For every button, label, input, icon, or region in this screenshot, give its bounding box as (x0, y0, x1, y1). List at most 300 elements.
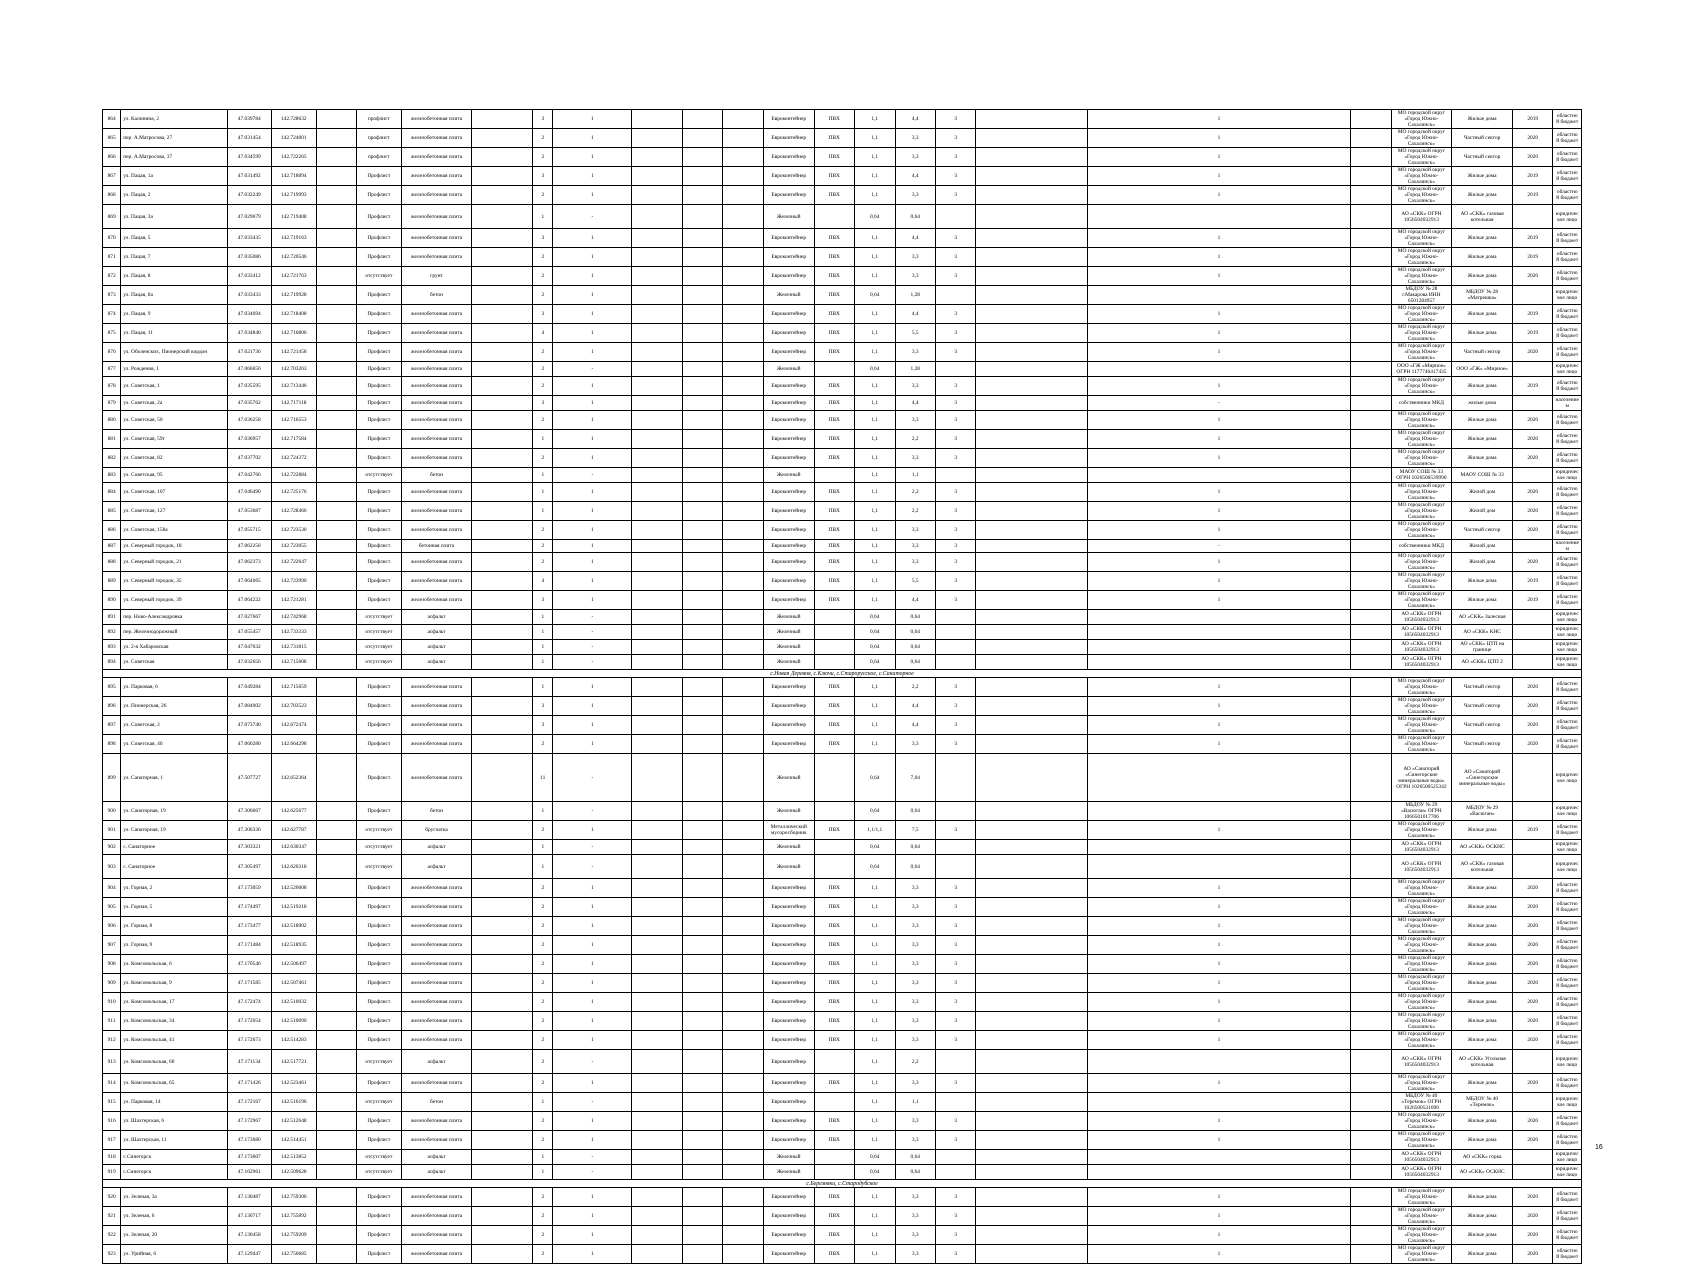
blank-cell (976, 754, 1087, 802)
row-number: 885 (103, 502, 121, 521)
owner-type-cell: Профлист (357, 186, 402, 205)
blank-cell (472, 411, 533, 430)
latitude-cell: 47.031492 (227, 167, 272, 186)
year-cell: Частный сектор (1452, 129, 1513, 148)
container-type-cell (682, 521, 722, 540)
container-type-cell (682, 821, 722, 840)
containers-count-cell: 1 (533, 1093, 553, 1112)
blank-cell (723, 248, 763, 267)
flag-cell: - (553, 802, 632, 821)
owner-type-cell: Профлист (357, 1074, 402, 1093)
blank-cell (723, 802, 763, 821)
blank-cell (1351, 936, 1391, 955)
flag-cell: - (553, 205, 632, 229)
count-a-cell: 3,3 (895, 974, 935, 993)
row-number: 869 (103, 205, 121, 229)
blank-cell (316, 411, 356, 430)
operator-cell (1087, 610, 1350, 625)
blank-cell (723, 1188, 763, 1207)
longitude-cell: 142.506497 (272, 955, 317, 974)
blank-cell (1351, 110, 1391, 129)
blank-cell (472, 936, 533, 955)
blank-cell (316, 1226, 356, 1245)
blank-cell (1351, 1112, 1391, 1131)
count-a-cell: 3,3 (895, 521, 935, 540)
volume-cell (814, 655, 854, 670)
flag-cell: - (553, 754, 632, 802)
table-row (103, 396, 1582, 411)
blank-cell (632, 821, 683, 840)
material-cell: Евроконтейнер (763, 540, 814, 553)
sector-cell: МО городской округ «Город Южно-Сахалинск» (1391, 1207, 1452, 1226)
longitude-cell: 142.718894 (272, 167, 317, 186)
sector-cell: АО «СКК» ОГРН 1056504032913 (1391, 205, 1452, 229)
blank-cell (976, 411, 1087, 430)
table-row (103, 148, 1582, 167)
longitude-cell: 142.625677 (272, 802, 317, 821)
year-cell: АО «СКК» ЦТП на границе (1452, 640, 1513, 655)
latitude-cell: 47.021736 (227, 343, 272, 362)
blank-cell (472, 430, 533, 449)
surface-cell: железобетонная плита (401, 936, 472, 955)
total-volume-cell: 0,64 (855, 802, 895, 821)
table-row (103, 1112, 1582, 1131)
table-row (103, 205, 1582, 229)
sector-cell: МО городской округ «Город Южно-Сахалинск» (1391, 186, 1452, 205)
flag-cell: 1 (553, 110, 632, 129)
blank-cell (723, 1165, 763, 1180)
surface-cell: железобетонная плита (401, 1188, 472, 1207)
row-number: 905 (103, 898, 121, 917)
surface-cell: железобетонная плита (401, 483, 472, 502)
count-a-cell: 3,3 (895, 377, 935, 396)
sector-cell: МО городской округ «Город Южно-Сахалинск» (1391, 324, 1452, 343)
count-b-cell: 3 (936, 879, 976, 898)
blank-cell (316, 936, 356, 955)
blank-cell (1351, 754, 1391, 802)
table-row (103, 1093, 1582, 1112)
blank-cell (632, 1207, 683, 1226)
material-cell: Евроконтейнер (763, 936, 814, 955)
funding-cell: 2020 (1512, 411, 1552, 430)
volume-cell: ПВХ (814, 229, 854, 248)
blank-cell (632, 248, 683, 267)
longitude-cell: 142.719163 (272, 229, 317, 248)
count-b-cell: 3 (936, 305, 976, 324)
operator-cell: 1 (1087, 129, 1350, 148)
operator-cell: 1 (1087, 1074, 1350, 1093)
container-type-cell (682, 167, 722, 186)
total-volume-cell: 1,1 (855, 468, 895, 483)
volume-cell: ПВХ (814, 248, 854, 267)
blank-cell (632, 1112, 683, 1131)
containers-count-cell: 3 (533, 396, 553, 411)
total-volume-cell: 1,1 (855, 1112, 895, 1131)
material-cell: Евроконтейнер (763, 1012, 814, 1031)
blank-cell (632, 129, 683, 148)
count-b-cell (936, 205, 976, 229)
latitude-cell: 47.035086 (227, 248, 272, 267)
longitude-cell: 142.723055 (272, 540, 317, 553)
blank-cell (316, 697, 356, 716)
operator-cell: 1 (1087, 1031, 1350, 1050)
blank-cell (316, 305, 356, 324)
surface-cell: железобетонная плита (401, 229, 472, 248)
table-row (103, 1050, 1582, 1074)
table-row (103, 572, 1582, 591)
containers-count-cell: 3 (533, 305, 553, 324)
count-a-cell: 3,3 (895, 1245, 935, 1264)
volume-cell: ПВХ (814, 716, 854, 735)
blank-cell: областной бюджет (1553, 129, 1582, 148)
row-number: 915 (103, 1093, 121, 1112)
surface-cell: железобетонная плита (401, 1131, 472, 1150)
blank-cell (316, 129, 356, 148)
volume-cell: ПВХ (814, 821, 854, 840)
blank-cell (976, 1012, 1087, 1031)
longitude-cell: 142.514283 (272, 1031, 317, 1050)
funding-cell (1512, 540, 1552, 553)
flag-cell: - (553, 468, 632, 483)
count-b-cell: 3 (936, 898, 976, 917)
blank-cell: юридическое лицо (1553, 754, 1582, 802)
sector-cell: МО городской округ «Город Южно-Сахалинск» (1391, 553, 1452, 572)
blank-cell (976, 540, 1087, 553)
blank-cell (632, 148, 683, 167)
latitude-cell: 47.055715 (227, 521, 272, 540)
blank-cell: областной бюджет (1553, 993, 1582, 1012)
operator-cell: 1 (1087, 1207, 1350, 1226)
container-type-cell (682, 148, 722, 167)
address-cell: ул. 2-я Хабаровская (121, 640, 227, 655)
sector-cell: ООО «ГЖ «Мирное» ОГРН 1177746417435 (1391, 362, 1452, 377)
blank-cell (316, 610, 356, 625)
address-cell: ул. Советская, 95 (121, 468, 227, 483)
operator-cell: 1 (1087, 1226, 1350, 1245)
sector-cell: МО городской округ «Город Южно-Сахалинск» (1391, 483, 1452, 502)
blank-cell (723, 411, 763, 430)
blank-cell (632, 802, 683, 821)
total-volume-cell: 0,64 (855, 205, 895, 229)
container-type-cell (682, 267, 722, 286)
blank-cell: областной бюджет (1553, 1226, 1582, 1245)
blank-cell (976, 640, 1087, 655)
blank-cell (1351, 248, 1391, 267)
blank-cell (723, 229, 763, 248)
count-a-cell: 1,1 (895, 1093, 935, 1112)
count-b-cell (936, 1150, 976, 1165)
address-cell: ул. Северный городок, 21 (121, 553, 227, 572)
owner-type-cell: Профлист (357, 735, 402, 754)
blank-cell (723, 1012, 763, 1031)
longitude-cell: 142.523461 (272, 1074, 317, 1093)
longitude-cell: 142.724001 (272, 129, 317, 148)
surface-cell: железобетонная плита (401, 1226, 472, 1245)
count-a-cell: 3,3 (895, 917, 935, 936)
count-a-cell: 0,64 (895, 840, 935, 855)
funding-cell: 2020 (1512, 1031, 1552, 1050)
address-cell: ул. Горная, 2 (121, 879, 227, 898)
latitude-cell: 47.034599 (227, 148, 272, 167)
owner-type-cell: Профлист (357, 229, 402, 248)
longitude-cell: 142.514451 (272, 1131, 317, 1150)
blank-cell (723, 655, 763, 670)
row-number: 879 (103, 396, 121, 411)
row-number: 872 (103, 267, 121, 286)
blank-cell (1351, 697, 1391, 716)
latitude-cell: 47.029679 (227, 205, 272, 229)
address-cell: с. Санаторное (121, 855, 227, 879)
blank-cell (472, 955, 533, 974)
count-a-cell: 0,64 (895, 855, 935, 879)
volume-cell (814, 610, 854, 625)
sector-cell: МО городской округ «Город Южно-Сахалинск» (1391, 955, 1452, 974)
blank-cell (976, 993, 1087, 1012)
blank-cell (723, 305, 763, 324)
blank-cell (472, 267, 533, 286)
material-cell: Евроконтейнер (763, 502, 814, 521)
funding-cell: 2020 (1512, 1207, 1552, 1226)
containers-count-cell: 2 (533, 1112, 553, 1131)
blank-cell (472, 974, 533, 993)
blank-cell (316, 110, 356, 129)
blank-cell: областной бюджет (1553, 821, 1582, 840)
owner-type-cell: Профлист (357, 936, 402, 955)
year-cell: Жилой дом (1452, 553, 1513, 572)
address-cell: ул. Горная, 9 (121, 936, 227, 955)
flag-cell: 1 (553, 1112, 632, 1131)
total-volume-cell: 1,1 (855, 678, 895, 697)
blank-cell (316, 855, 356, 879)
blank-cell: областной бюджет (1553, 1074, 1582, 1093)
table-row (103, 879, 1582, 898)
blank-cell (316, 248, 356, 267)
blank-cell (632, 1050, 683, 1074)
owner-type-cell: профлист (357, 148, 402, 167)
blank-cell (1351, 324, 1391, 343)
container-type-cell (682, 591, 722, 610)
year-cell: Частный сектор (1452, 343, 1513, 362)
latitude-cell: 47.171484 (227, 936, 272, 955)
containers-count-cell: 3 (533, 229, 553, 248)
blank-cell (976, 396, 1087, 411)
blank-cell (316, 1188, 356, 1207)
count-a-cell: 7,04 (895, 754, 935, 802)
total-volume-cell: 1,1 (855, 735, 895, 754)
sector-cell: МО городской округ «Город Южно-Сахалинск» (1391, 167, 1452, 186)
blank-cell: юридическое лицо (1553, 468, 1582, 483)
blank-cell (632, 110, 683, 129)
address-cell: ул. Пацая, 11 (121, 324, 227, 343)
blank-cell (632, 855, 683, 879)
count-a-cell: 4,4 (895, 229, 935, 248)
table-row (103, 449, 1582, 468)
owner-type-cell: Профлист (357, 993, 402, 1012)
blank-cell: областной бюджет (1553, 735, 1582, 754)
owner-type-cell: Профлист (357, 324, 402, 343)
latitude-cell: 47.035762 (227, 396, 272, 411)
total-volume-cell: 1,1 (855, 1188, 895, 1207)
surface-cell: железобетонная плита (401, 697, 472, 716)
blank-cell (472, 640, 533, 655)
table-row (103, 840, 1582, 855)
longitude-cell: 142.720546 (272, 248, 317, 267)
blank-cell: областной бюджет (1553, 411, 1582, 430)
total-volume-cell: 1,1 (855, 148, 895, 167)
year-cell: Жилые дома (1452, 898, 1513, 917)
blank-cell (316, 821, 356, 840)
operator-cell: 1 (1087, 110, 1350, 129)
longitude-cell: 142.518902 (272, 917, 317, 936)
count-b-cell: 3 (936, 821, 976, 840)
count-a-cell: 4,4 (895, 716, 935, 735)
latitude-cell: 47.032249 (227, 186, 272, 205)
containers-count-cell: 2 (533, 1074, 553, 1093)
table-row (103, 167, 1582, 186)
blank-cell (316, 754, 356, 802)
count-a-cell: 3,3 (895, 267, 935, 286)
table-row (103, 821, 1582, 840)
material-cell: Евроконтейнер (763, 1093, 814, 1112)
blank-cell (632, 286, 683, 305)
volume-cell: ПВХ (814, 396, 854, 411)
blank-cell (632, 840, 683, 855)
count-b-cell: 3 (936, 377, 976, 396)
surface-cell: железобетонная плита (401, 521, 472, 540)
funding-cell: 2020 (1512, 955, 1552, 974)
blank-cell (1351, 229, 1391, 248)
latitude-cell: 47.171426 (227, 1074, 272, 1093)
funding-cell: 2020 (1512, 483, 1552, 502)
longitude-cell: 142.664298 (272, 735, 317, 754)
sector-cell: МО городской округ «Город Южно-Сахалинск» (1391, 1074, 1452, 1093)
count-a-cell: 3,3 (895, 186, 935, 205)
blank-cell (316, 993, 356, 1012)
funding-cell: 2020 (1512, 879, 1552, 898)
address-cell: ул. Пацая, 3а (121, 205, 227, 229)
longitude-cell: 142.520608 (272, 879, 317, 898)
count-b-cell: 3 (936, 186, 976, 205)
funding-cell (1512, 1150, 1552, 1165)
blank-cell: областной бюджет (1553, 917, 1582, 936)
blank-cell (976, 625, 1087, 640)
blank-cell (976, 167, 1087, 186)
count-b-cell (936, 640, 976, 655)
containers-count-cell: 2 (533, 1131, 553, 1150)
blank-cell (472, 1093, 533, 1112)
latitude-cell: 47.034694 (227, 305, 272, 324)
blank-cell: областной бюджет (1553, 572, 1582, 591)
latitude-cell: 47.130487 (227, 1188, 272, 1207)
surface-cell: железобетонная плита (401, 449, 472, 468)
count-b-cell: 3 (936, 1245, 976, 1264)
blank-cell (472, 148, 533, 167)
blank-cell (632, 625, 683, 640)
blank-cell (723, 148, 763, 167)
year-cell: Жилые дома (1452, 821, 1513, 840)
sector-cell: МО городской округ «Город Южно-Сахалинск» (1391, 1131, 1452, 1150)
row-number: 887 (103, 540, 121, 553)
volume-cell: ПВХ (814, 521, 854, 540)
longitude-cell: 142.721281 (272, 591, 317, 610)
year-cell: Жилые дома (1452, 377, 1513, 396)
operator-cell: - (1087, 540, 1350, 553)
blank-cell (316, 840, 356, 855)
blank-cell (976, 229, 1087, 248)
surface-cell: железобетонная плита (401, 917, 472, 936)
blank-cell (1351, 640, 1391, 655)
containers-count-cell: 1 (533, 855, 553, 879)
blank-cell: юридическое лицо (1553, 205, 1582, 229)
address-cell: ул. Парковая, 6 (121, 678, 227, 697)
blank-cell (723, 1150, 763, 1165)
blank-cell: областной бюджет (1553, 502, 1582, 521)
sector-cell: собственники МКД (1391, 540, 1452, 553)
total-volume-cell: 1,1 (855, 502, 895, 521)
container-type-cell (682, 1188, 722, 1207)
latitude-cell: 47.172054 (227, 1012, 272, 1031)
address-cell: ул. Комсомольская, 17 (121, 993, 227, 1012)
longitude-cell: 142.719993 (272, 186, 317, 205)
blank-cell (976, 449, 1087, 468)
flag-cell: - (553, 840, 632, 855)
blank-cell (976, 898, 1087, 917)
blank-cell (316, 1165, 356, 1180)
blank-cell (1351, 1165, 1391, 1180)
volume-cell: ПВХ (814, 324, 854, 343)
owner-type-cell: Профлист (357, 377, 402, 396)
material-cell: Железный (763, 468, 814, 483)
blank-cell (316, 229, 356, 248)
row-number: 904 (103, 879, 121, 898)
blank-cell (1351, 955, 1391, 974)
owner-type-cell: Профлист (357, 955, 402, 974)
volume-cell: ПВХ (814, 591, 854, 610)
blank-cell (472, 697, 533, 716)
blank-cell (632, 640, 683, 655)
flag-cell: 1 (553, 898, 632, 917)
blank-cell: областной бюджет (1553, 591, 1582, 610)
row-number: 911 (103, 1012, 121, 1031)
blank-cell (472, 324, 533, 343)
table-row (103, 625, 1582, 640)
blank-cell (316, 655, 356, 670)
row-number: 894 (103, 655, 121, 670)
material-cell: Евроконтейнер (763, 324, 814, 343)
blank-cell: областной бюджет (1553, 1188, 1582, 1207)
sector-cell: АО «СКК» ОГРН 1056504032913 (1391, 1050, 1452, 1074)
owner-type-cell: Профлист (357, 305, 402, 324)
sector-cell: МО городской округ «Город Южно-Сахалинск» (1391, 377, 1452, 396)
containers-count-cell: 2 (533, 248, 553, 267)
table-row (103, 917, 1582, 936)
table-row (103, 678, 1582, 697)
address-cell: ул. Северный городок, 35 (121, 572, 227, 591)
operator-cell: 1 (1087, 697, 1350, 716)
surface-cell: железобетонная плита (401, 1207, 472, 1226)
containers-count-cell: 2 (533, 1245, 553, 1264)
longitude-cell: 142.672474 (272, 716, 317, 735)
blank-cell (632, 572, 683, 591)
address-cell: ул. Горная, 5 (121, 898, 227, 917)
blank-cell (316, 1131, 356, 1150)
blank-cell (316, 625, 356, 640)
volume-cell: ПВХ (814, 1245, 854, 1264)
blank-cell (316, 1150, 356, 1165)
blank-cell (723, 678, 763, 697)
sector-cell: МО городской округ «Город Южно-Сахалинск» (1391, 1012, 1452, 1031)
count-a-cell: 0,64 (895, 802, 935, 821)
